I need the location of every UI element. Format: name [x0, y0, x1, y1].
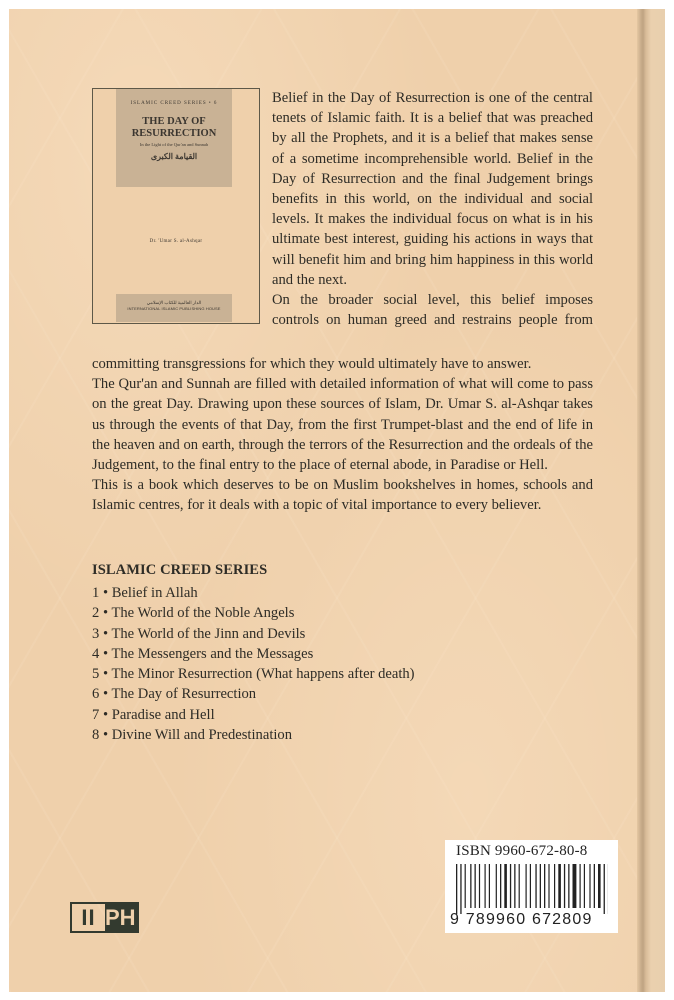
- isbn-label: ISBN 9960-672-80-8: [456, 843, 588, 859]
- series-item: 4 • The Messengers and the Messages: [92, 645, 314, 662]
- barcode-icon: [456, 864, 608, 914]
- barcode-bar: [589, 864, 590, 908]
- barcode-bar: [544, 864, 545, 908]
- barcode-bar: [475, 864, 476, 908]
- blurb-full-width: [92, 354, 593, 516]
- barcode-bar: [568, 864, 569, 908]
- spine-shadow: [637, 9, 665, 992]
- barcode-bar: [496, 864, 497, 908]
- blurb-paragraph-2-end: committing transgressions for which they would ultimately have to answer.: [92, 356, 532, 372]
- barcode-bar: [580, 864, 581, 908]
- cover-publisher-panel: [116, 294, 232, 322]
- series-item: 1 • Belief in Allah: [92, 585, 198, 601]
- barcode-bar: [485, 864, 486, 908]
- iiph-logo: [70, 902, 139, 933]
- barcode-bar: [594, 864, 595, 908]
- barcode-bar: [504, 864, 507, 908]
- cover-title: [116, 116, 232, 140]
- barcode-bar: [573, 864, 577, 908]
- series-heading: ISLAMIC CREED SERIES: [92, 562, 268, 578]
- cover-publisher-arabic: الدار العالمية للكتاب الإسلامي: [146, 300, 202, 305]
- cover-publisher: INTERNATIONAL ISLAMIC PUBLISHING HOUSE: [127, 306, 221, 311]
- barcode-bar: [584, 864, 585, 908]
- barcode-bar: [558, 864, 561, 908]
- barcode-bar: [514, 864, 515, 908]
- barcode-bar: [479, 864, 480, 908]
- barcode-bar: [540, 864, 541, 908]
- barcode-bar: [489, 864, 490, 908]
- barcode-bar: [530, 864, 531, 908]
- barcode-bar: [500, 864, 501, 908]
- barcode-bar: [604, 864, 605, 914]
- blurb-paragraph-1: Belief in the Day of Resurrection is one of the central tenets of Islamic faith. It is a belief that was preached by all the Prophets, and it is a belief that makes sense of a sometime incomprehensible world. Belief in the Day of Resurrection and the final Judgement brings benefits in this world, on the individual and social levels. It makes the individual focus on what is in his ultimate best interest, guiding his actions in ways that will benefit him and bring him happiness in this world and the next.: [272, 90, 593, 288]
- series-item: 5 • The Minor Resurrection (What happens after death): [92, 666, 415, 683]
- barcode-bar: [526, 864, 527, 908]
- isbn-barcode-box: [445, 840, 618, 933]
- series-item: 8 • Divine Will and Predestination: [92, 727, 293, 744]
- barcode-bar: [470, 864, 471, 908]
- iiph-logo-left: II: [81, 905, 96, 930]
- barcode-bar: [465, 864, 466, 908]
- iiph-logo-right: PH: [105, 905, 136, 930]
- series-item: 7 • Paradise and Hell: [92, 706, 215, 723]
- barcode-bar: [456, 864, 457, 914]
- blurb-right-column: [272, 88, 593, 330]
- cover-title-line2: RESURRECTION: [131, 128, 217, 139]
- barcode-bar: [510, 864, 511, 908]
- cover-subtitle: In the Light of the Qur'an and Sunnah: [139, 142, 209, 147]
- barcode-bar: [554, 864, 555, 908]
- front-cover-thumbnail: [92, 88, 260, 324]
- series-item: 2 • The World of the Noble Angels: [92, 605, 295, 622]
- cover-author: Dr. 'Umar S. al-Ashqar: [149, 239, 203, 244]
- blurb-paragraph-2-start: On the broader social level, this belief imposes controls on human greed and restrains people from: [272, 292, 593, 329]
- series-item: 6 • The Day of Resurrection: [92, 686, 257, 703]
- series-list: [92, 583, 415, 745]
- barcode-bar: [519, 864, 520, 908]
- barcode-digits: 9 789960 672809: [450, 911, 593, 928]
- barcode-bar: [598, 864, 601, 908]
- blurb-paragraph-3: The Qur'an and Sunnah are filled with detailed information of what will come to pass on the great Day. Drawing upon these sources of Islam, Dr. Umar S. al-Ashqar takes us through the events of that Day, from the first Trumpet-blast and the end of life in the heaven and on earth, through the terrors of the Resurrection and the ordeals of the Judgement, to the final entry to the place of eternal abode, in Paradise or Hell.: [92, 376, 593, 474]
- cover-title-panel: [116, 89, 232, 187]
- blurb-paragraph-4: This is a book which deserves to be on Muslim bookshelves in homes, schools and Islamic centres, for it deals with a topic of vital importance to every believer.: [92, 477, 593, 514]
- barcode-bar: [460, 864, 461, 914]
- cover-title-line1: THE DAY OF: [142, 116, 206, 127]
- barcode-bar: [564, 864, 565, 908]
- barcode-bar: [535, 864, 536, 908]
- series-item: 3 • The World of the Jinn and Devils: [92, 625, 306, 642]
- cover-series-line: ISLAMIC CREED SERIES • 6: [130, 101, 218, 106]
- back-cover: [9, 9, 665, 992]
- cover-arabic-title: القيامة الكبرى: [150, 152, 198, 161]
- barcode-bar: [548, 864, 549, 908]
